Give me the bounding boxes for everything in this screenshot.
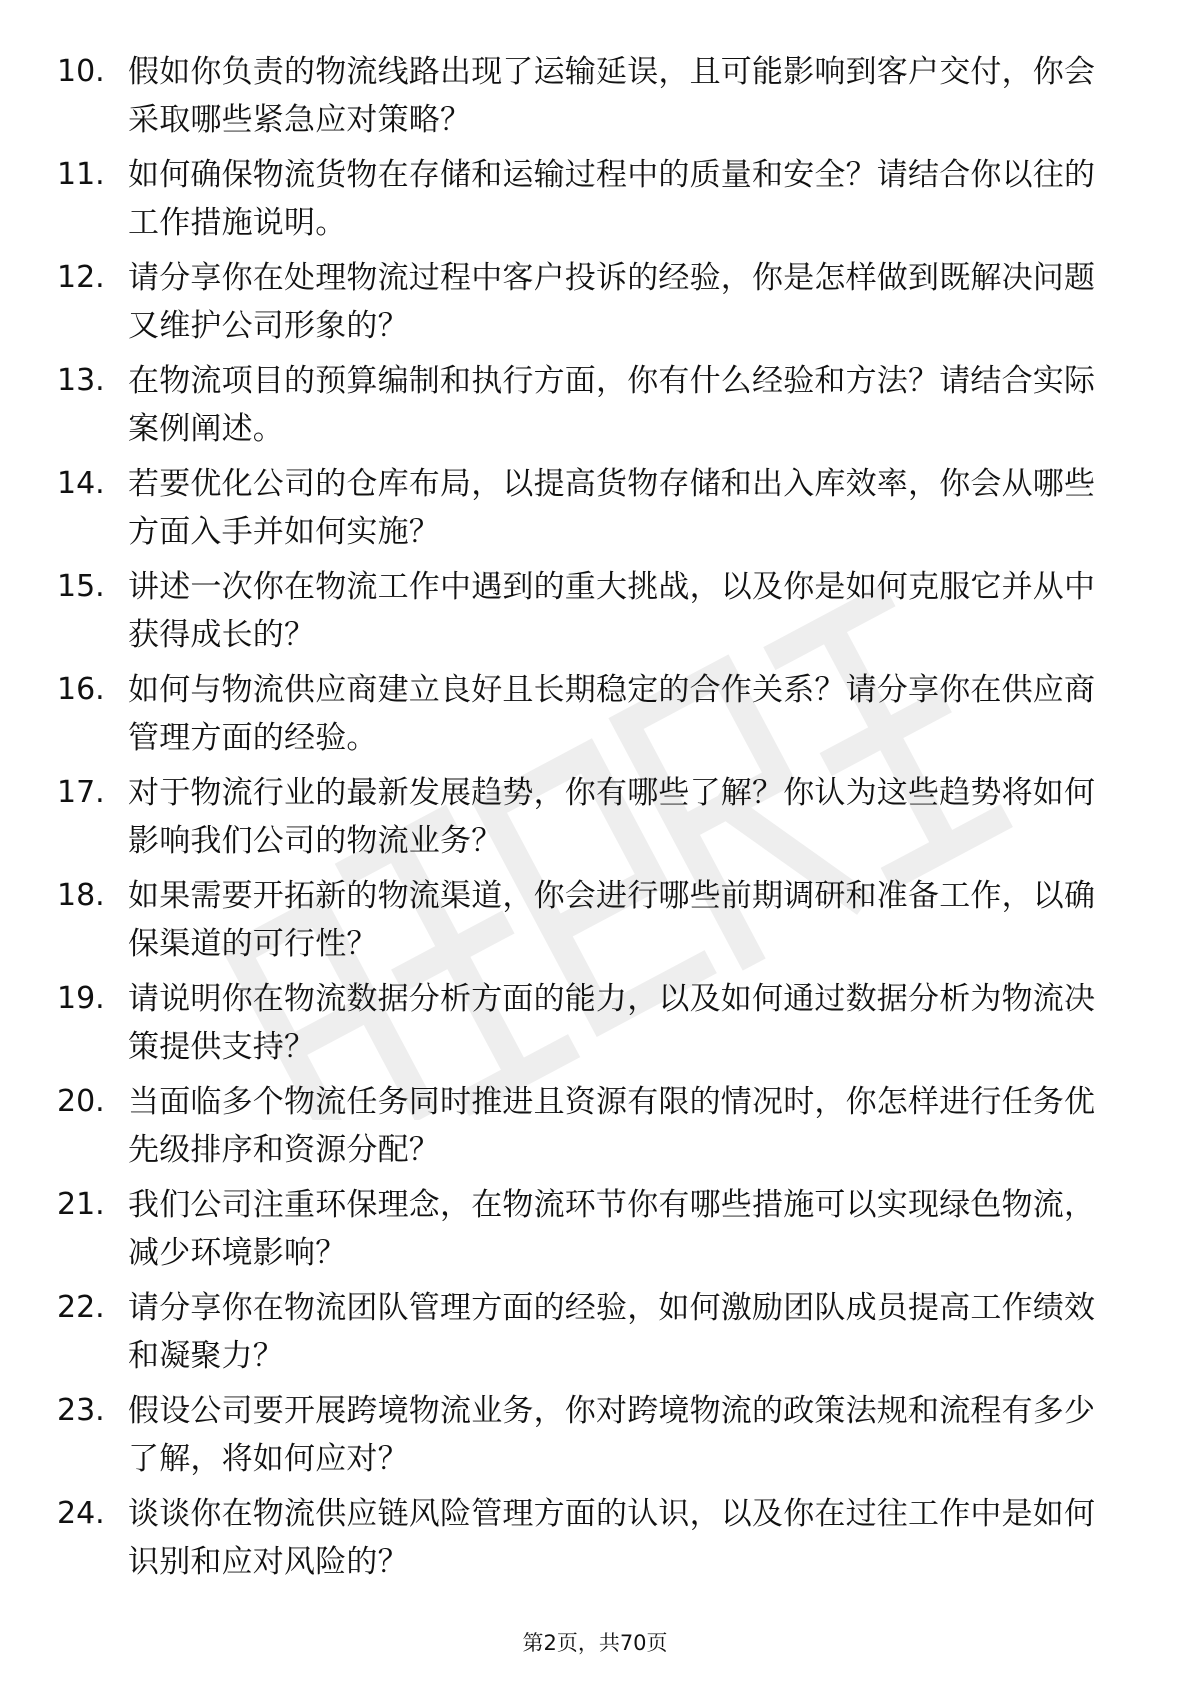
question-text: 谈谈你在物流供应链风险管理方面的认识，以及你在过往工作中是如何识别和应对风险的？ [128, 1496, 1096, 1580]
question-item [0, 1181, 1190, 1273]
question-item [0, 1387, 1190, 1479]
question-text: 如果需要开拓新的物流渠道，你会进行哪些前期调研和准备工作，以确保渠道的可行性？ [128, 878, 1096, 962]
question-number: 21. [57, 1187, 105, 1222]
question-text: 若要优化公司的仓库布局，以提高货物存储和出入库效率，你会从哪些方面入手并如何实施？ [128, 466, 1096, 550]
question-text: 请分享你在处理物流过程中客户投诉的经验，你是怎样做到既解决问题又维护公司形象的？ [128, 260, 1096, 344]
question-item [0, 1078, 1190, 1170]
question-text: 在物流项目的预算编制和执行方面，你有什么经验和方法？请结合实际案例阐述。 [128, 363, 1096, 447]
question-item [0, 254, 1190, 346]
question-text: 假设公司要开展跨境物流业务，你对跨境物流的政策法规和流程有多少了解，将如何应对？ [128, 1393, 1096, 1477]
question-number: 18. [57, 878, 105, 913]
question-item [0, 1490, 1190, 1582]
question-number: 11. [57, 157, 105, 192]
page-footer: 第2页，共70页 [522, 1631, 668, 1655]
question-text: 请说明你在物流数据分析方面的能力，以及如何通过数据分析为物流决策提供支持？ [128, 981, 1096, 1065]
question-number: 20. [57, 1084, 105, 1119]
question-number: 12. [57, 260, 105, 295]
question-item [0, 975, 1190, 1067]
question-number: 13. [57, 363, 105, 398]
question-item [0, 666, 1190, 758]
question-number: 16. [57, 672, 105, 707]
question-number: 24. [57, 1496, 105, 1531]
question-item [0, 872, 1190, 964]
question-text: 假如你负责的物流线路出现了运输延误，且可能影响到客户交付，你会采取哪些紧急应对策略？ [128, 54, 1096, 138]
question-text: 当面临多个物流任务同时推进且资源有限的情况时，你怎样进行任务优先级排序和资源分配？ [128, 1084, 1096, 1168]
question-number: 10. [57, 54, 105, 89]
question-item [0, 460, 1190, 552]
question-text: 讲述一次你在物流工作中遇到的重大挑战，以及你是如何克服它并从中获得成长的？ [128, 569, 1096, 653]
question-item [0, 151, 1190, 243]
question-text: 如何确保物流货物在存储和运输过程中的质量和安全？请结合你以往的工作措施说明。 [128, 157, 1096, 241]
question-text: 对于物流行业的最新发展趋势，你有哪些了解？你认为这些趋势将如何影响我们公司的物流业务？ [128, 775, 1096, 859]
question-item [0, 769, 1190, 861]
question-number: 17. [57, 775, 105, 810]
question-text: 如何与物流供应商建立良好且长期稳定的合作关系？请分享你在供应商管理方面的经验。 [128, 672, 1096, 756]
question-number: 22. [57, 1290, 105, 1325]
question-text: 请分享你在物流团队管理方面的经验，如何激励团队成员提高工作绩效和凝聚力？ [128, 1290, 1096, 1374]
question-text: 我们公司注重环保理念，在物流环节你有哪些措施可以实现绿色物流，减少环境影响？ [128, 1187, 1096, 1271]
question-number: 19. [57, 981, 105, 1016]
question-item [0, 48, 1190, 140]
question-item [0, 563, 1190, 655]
question-list [0, 48, 1190, 1593]
question-item [0, 1284, 1190, 1376]
question-item [0, 357, 1190, 449]
question-number: 15. [57, 569, 105, 604]
question-number: 14. [57, 466, 105, 501]
question-number: 23. [57, 1393, 105, 1428]
